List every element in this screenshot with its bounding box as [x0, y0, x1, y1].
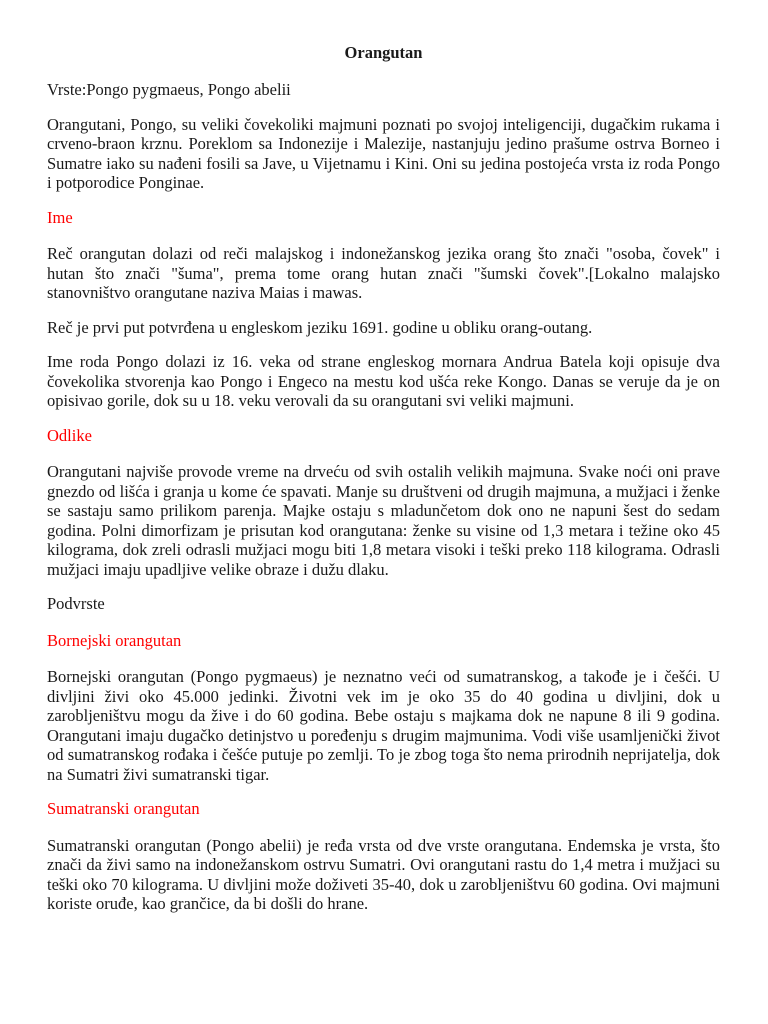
subspecies-label: Podvrste: [47, 594, 105, 613]
ime-paragraph-2: Reč je prvi put potvrđena u engleskom jeziku 1691. godine u obliku orang-outang.: [47, 317, 593, 337]
species-line: Vrste:Pongo pygmaeus, Pongo abelii: [47, 80, 291, 99]
section-heading-bornejski: Bornejski orangutan: [47, 630, 182, 650]
section-heading-sumatranski: Sumatranski orangutan: [47, 799, 200, 818]
odlike-paragraph: Orangutani najviše provode vreme na drveću od svih ostalih velikih majmuna. Svake noći oni prave gnezdo od lišća i granja u kome će spavati. Manje su društveni od drugih majmuna, a mužjaci i ženke se sastaju samo prilikom parenja. Majke ostaju s mladunčetom dok ono ne napuni šest do sedam godina. Polni dimorfizam je prisutan kod orangutana: ženke su visine od 1,3 metara i težine oko 45 kilograma, dok zreli odrasli mužjaci mogu biti 1,8 metara visoki i teški preko 118 kilograma. Odrasli mužjaci imaju upadljive velike obraze i dužu dlaku.: [47, 462, 720, 579]
bornejski-paragraph: Bornejski orangutan (Pongo pygmaeus) je neznatno veći od sumatranskog, a takođe je i češći. U divljini živi oko 45.000 jedinki. Životni vek im je oko 35 do 40 godina u divljini, dok u zarobljeništvu mogu da žive i do 60 godina. Bebe ostaju s majkama dok ne napune 8 ili 9 godina. Orangutani imaju dugačko detinjstvo u poređenju s drugim majmunima. Vodi više usamljenički život od sumatranskog rođaka i češće putuje po zemlji. To je zbog toga što nema prirodnih neprijatelja, dok na Sumatri živi sumatranski tigar.: [47, 667, 720, 784]
sumatranski-paragraph: Sumatranski orangutan (Pongo abelii) je ređa vrsta od dve vrste orangutana. Endemska je vrsta, što znači da živi samo na indonežanskom ostrvu Sumatri. Ovi orangutani rastu do 1,4 metra i mužjaci su teški oko 70 kilograma. U divljini može doživeti 35-40, dok u zarobljeništvu 60 godina. Ovi majmuni koriste oruđe, kao grančice, da bi došli do hrane.: [47, 835, 720, 913]
intro-paragraph: Orangutani, Pongo, su veliki čovekoliki majmuni poznati po svojoj inteligenciji, dugačkim rukama i crveno-braon krznu. Poreklom sa Indonezije i Malezije, nastanjuju jedino prašume ostrva Borneo i Sumatre iako su nađeni fosili sa Jave, u Vijetnamu i Kini. Oni su jedina postojeća vrsta iz roda Pongo i potporodice Ponginae.: [47, 114, 720, 192]
ime-paragraph-3: Ime roda Pongo dolazi iz 16. veka od strane engleskog mornara Andrua Batela koji opisuje dva čovekolika stvorenja kao Pongo i Engeco na mestu kod ušća reke Kongo. Danas se veruje da je on opisivao gorile, dok su u 18. veku verovali da su orangutani svi veliki majmuni.: [47, 352, 720, 410]
ime-paragraph-1: Reč orangutan dolazi od reči malajskog i indonežanskog jezika orang što znači "osoba, čovek" i hutan što znači "šuma", prema tome orang hutan znači "šumski čovek".[Lokalno malajsko stanovništvo orangutane naziva Maias i mawas.: [47, 244, 720, 302]
section-heading-ime: Ime: [47, 207, 73, 227]
section-heading-odlike: Odlike: [47, 425, 92, 445]
document-title: Orangutan: [344, 43, 423, 62]
